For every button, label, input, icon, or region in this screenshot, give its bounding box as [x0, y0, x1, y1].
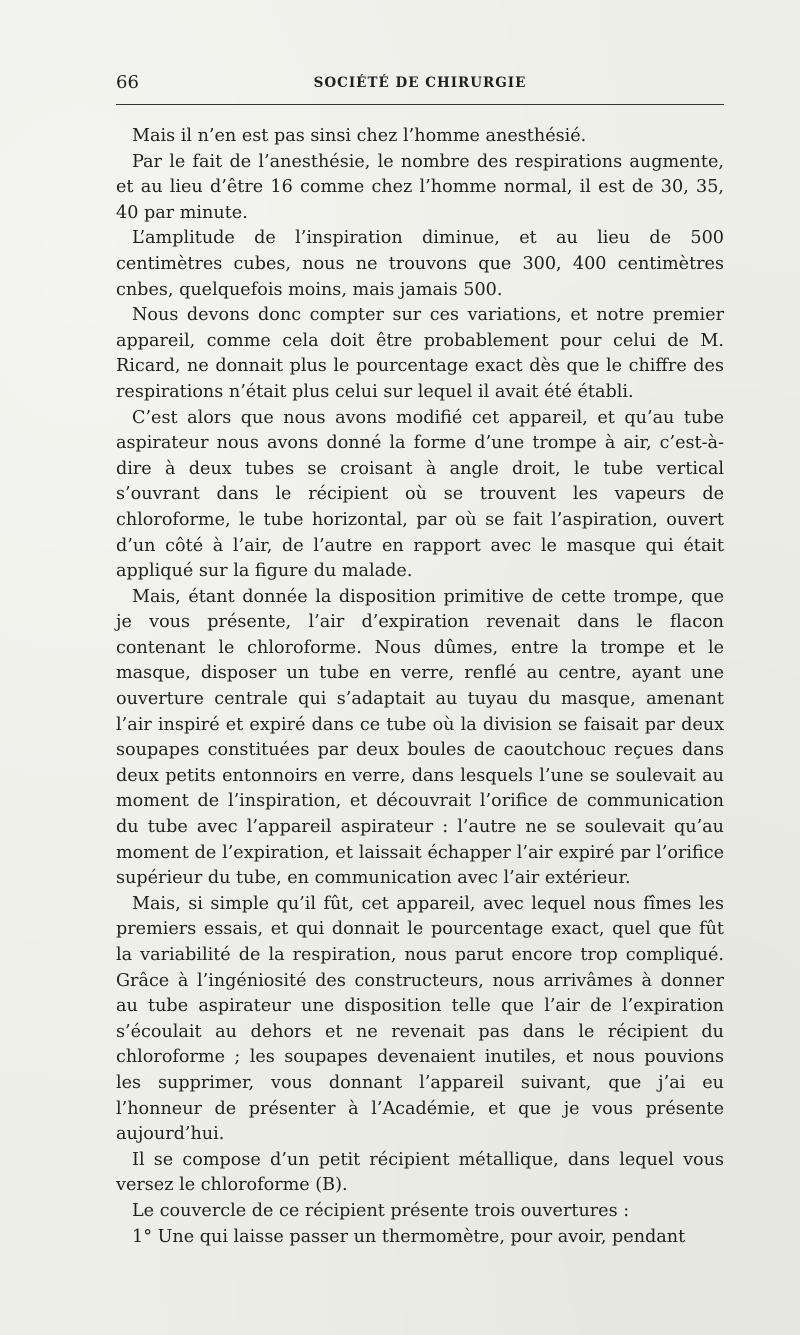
page-number: 66 — [116, 72, 139, 93]
paragraph: 1° Une qui laisse passer un thermomètre, pour avoir, pendant — [132, 1226, 686, 1247]
running-title: SOCIÉTÉ DE CHIRURGIE — [313, 75, 527, 91]
paragraph: C’est alors que nous avons modifié cet appareil, et qu’au tube aspirateur nous avons donné la forme d’une trompe à air, c’est-à-dire à deux tubes se croisant à angle droit, le tube vertical s’ouvrant dans le récipient où se trouvent les vapeurs de chloroforme, le tube horizontal, par où se fait l’aspiration, ouvert d’un côté à l’air, de l’autre en rapport avec le masque qui était appliqué sur la figure du malade. — [116, 407, 724, 582]
paragraph: Le couvercle de ce récipient présente trois ouvertures : — [132, 1200, 630, 1221]
paragraph: Par le fait de l’anesthésie, le nombre des respirations augmente, et au lieu d’être 16 comme chez l’homme normal, il est de 30, 35, 40 par minute. — [116, 151, 724, 223]
paragraph: Mais, étant donnée la disposition primitive de cette trompe, que je vous présente, l’air d’expiration revenait dans le flacon contenant le chloroforme. Nous dûmes, entre la trompe et le masque, disposer un tube en verre, renflé au centre, ayant une ouverture centrale qui s’adaptait au tuyau du masque, amenant l’air inspiré et expiré dans ce tube où la division se faisait par deux soupapes constituées par deux boules de caoutchouc reçues dans deux petits entonnoirs en verre, dans lesquels l’une se soulevait au moment de l’inspiration, et découvrait l’orifice de communication du tube avec l’appareil aspirateur : l’autre ne se soulevait qu’au moment de l’expiration, et laissait échapper l’air expiré par l’orifice supérieur du tube, en communication avec l’air extérieur. — [116, 586, 724, 889]
body-text — [116, 124, 724, 1250]
paragraph: Mais il n’en est pas sinsi chez l’homme anesthésié. — [132, 126, 587, 146]
page-header — [116, 72, 724, 98]
header-rule — [116, 104, 724, 105]
paragraph: Nous devons donc compter sur ces variations, et notre premier appareil, comme cela doit être probablement pour celui de M. Ricard, ne donnait plus le pourcentage exact dès que le chiffre des respirations n’était plus celui sur lequel il avait été établi. — [116, 305, 724, 402]
paragraph: Il se compose d’un petit récipient métallique, dans lequel vous versez le chloroforme (B). — [116, 1149, 724, 1196]
paragraph: Mais, si simple qu’il fût, cet appareil, avec lequel nous fîmes les premiers essais, et qui donnait le pourcentage exact, quel que fût la variabilité de la respiration, nous parut encore trop compliqué. Grâce à l’ingéniosité des constructeurs, nous arrivâmes à donner au tube aspirateur une disposition telle que l’air de l’expiration s’écoulait au dehors et ne revenait pas dans le récipient du chloroforme ; les soupapes devenaient inutiles, et nous pouvions les supprimer, vous donnant l’appareil suivant, que j’ai eu l’honneur de présenter à l’Académie, et que je vous présente aujourd’hui. — [116, 893, 724, 1145]
paragraph: L’amplitude de l’inspiration diminue, et au lieu de 500 centimètres cubes, nous ne trouvons que 300, 400 centimètres cnbes, quelquefois moins, mais jamais 500. — [116, 228, 724, 300]
